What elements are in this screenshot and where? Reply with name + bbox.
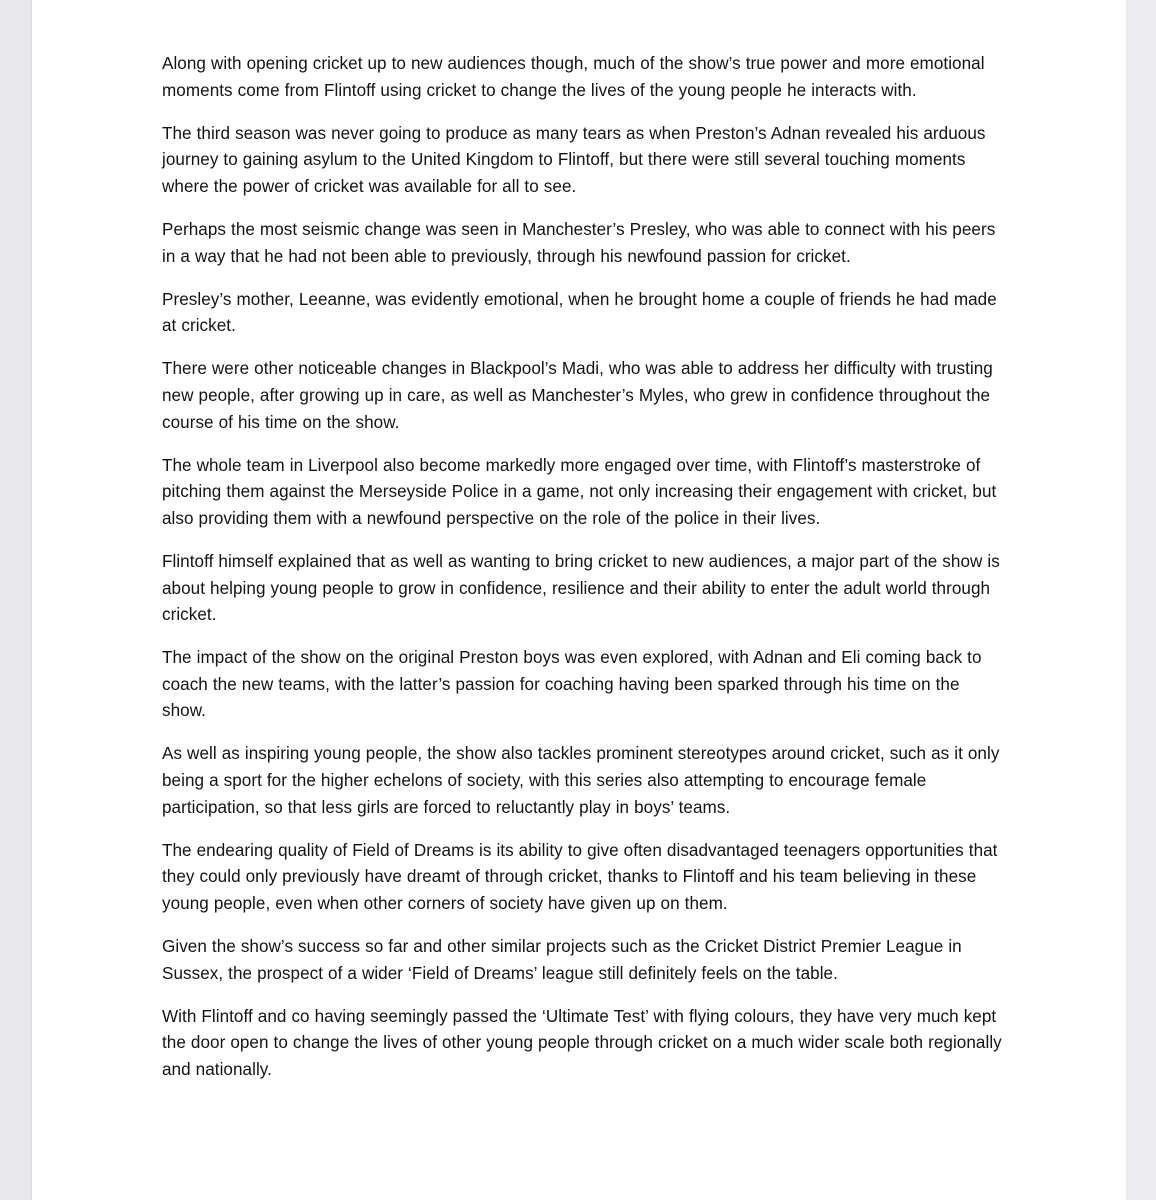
document-page[interactable] (32, 0, 1126, 1200)
paragraph: The whole team in Liverpool also become markedly more engaged over time, with Flintoff’s masterstroke of pitching them against the Merseyside Police in a game, not only increasing their engagement with cricket, but also providing them with a newfound perspective on the role of the police in their lives. (162, 455, 997, 528)
paragraph: Along with opening cricket up to new audiences though, much of the show’s true power and more emotional moments come from Flintoff using cricket to change the lives of the young people he interacts with. (162, 54, 985, 100)
paragraph: Presley’s mother, Leeanne, was evidently emotional, when he brought home a couple of friends he had made at cricket. (162, 289, 997, 336)
paragraph: As well as inspiring young people, the show also tackles prominent stereotypes around cricket, such as it only being a sport for the higher echelons of society, with this series also attempting to encourage female participation, so that less girls are forced to reluctantly play in boys’ teams. (162, 744, 1000, 817)
viewer-right-margin (1126, 0, 1156, 1200)
document-body (162, 51, 1002, 1100)
paragraph: The impact of the show on the original Preston boys was even explored, with Adnan and Eli coming back to coach the new teams, with the latter’s passion for coaching having been sparked through his time on the show. (162, 648, 982, 721)
paragraph: With Flintoff and co having seemingly passed the ‘Ultimate Test’ with flying colours, they have very much kept the door open to change the lives of other young people through cricket on a much wider scale both regionally and nationally. (162, 1006, 1002, 1079)
paragraph: The endearing quality of Field of Dreams is its ability to give often disadvantaged teenagers opportunities that they could only previously have dreamt of through cricket, thanks to Flintoff and his team believing in these young people, even when other corners of society have given up on them. (162, 840, 998, 913)
paragraph: There were other noticeable changes in Blackpool’s Madi, who was able to address her difficulty with trusting new people, after growing up in care, as well as Manchester’s Myles, who grew in confidence throughout the course of his time on the show. (162, 359, 993, 432)
paragraph: Perhaps the most seismic change was seen in Manchester’s Presley, who was able to connect with his peers in a way that he had not been able to previously, through his newfound passion for cricket. (162, 219, 996, 266)
paragraph: Given the show’s success so far and other similar projects such as the Cricket District Premier League in Sussex, the prospect of a wider ‘Field of Dreams’ league still definitely feels on the table. (162, 937, 962, 983)
paragraph: Flintoff himself explained that as well as wanting to bring cricket to new audiences, a major part of the show is about helping young people to grow in confidence, resilience and their ability to enter the adult world through cricket. (162, 551, 1000, 625)
paragraph: The third season was never going to produce as many tears as when Preston’s Adnan revealed his arduous journey to gaining asylum to the United Kingdom to Flintoff, but there were still several touching moments where the power of cricket was available for all to see. (162, 123, 986, 196)
